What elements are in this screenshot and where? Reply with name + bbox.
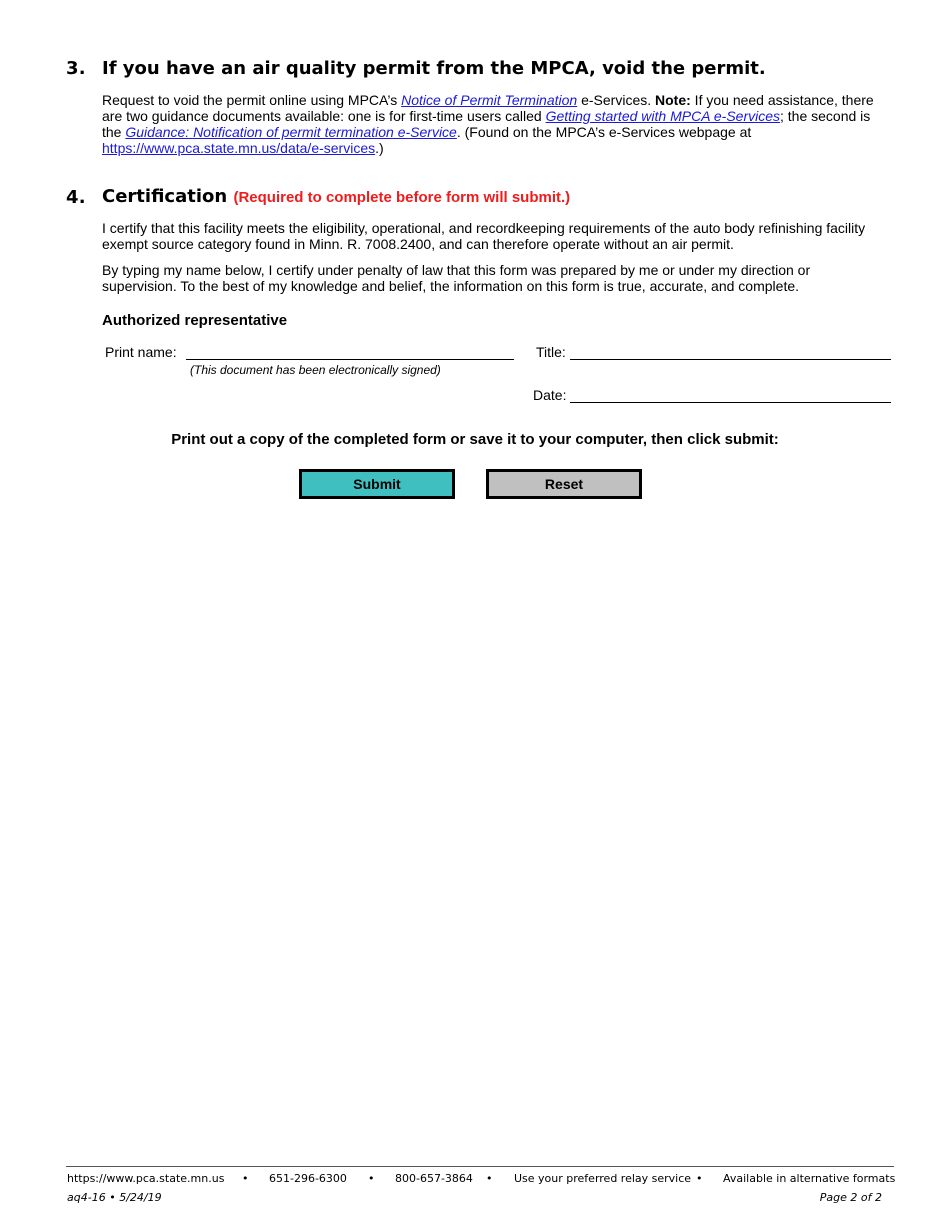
print-name-field[interactable] [186,343,514,360]
footer-doc-id [67,1191,162,1204]
section-4-heading [102,186,570,207]
footer-separator: • [486,1172,493,1185]
section-4-title: Certification [102,186,228,207]
footer-website: https://www.pca.state.mn.us [67,1172,225,1185]
footer-separator: • [696,1172,703,1185]
footer-separator: • [109,1191,116,1204]
date-label: Date: [533,387,567,403]
doc-id: aq4-16 [67,1191,106,1204]
footer-alt-formats: Available in alternative formats [723,1172,896,1185]
certification-paragraph-2: By typing my name below, I certify under penalty of law that this form was prepared by me or under my direction or supervision. To the best of my knowledge and belief, the information on this form is true, accurate, and complete. [102,262,811,294]
footer-separator: • [242,1172,249,1185]
footer-page-number: Page 2 of 2 [819,1191,882,1204]
footer-relay: Use your preferred relay service [514,1172,692,1185]
notice-of-permit-termination-link[interactable]: Notice of Permit Termination [401,92,578,108]
footer-phone-1: 651-296-6300 [269,1172,347,1185]
e-services-url-link[interactable]: https://www.pca.state.mn.us/data/e-services [102,140,376,156]
text-span: .) [375,140,384,156]
guidance-link[interactable]: Guidance: Notification of permit termination e-Service [125,124,457,140]
text-span: Request to void the permit online using MPCA’s [102,92,402,108]
section-3-paragraph [102,92,882,156]
text-span: ; the second is the [102,108,871,140]
electronic-signature-note: (This document has been electronically signed) [190,363,441,377]
footer-phone-2: 800-657-3864 [395,1172,473,1185]
section-4-number: 4. [66,187,86,208]
submit-instructions: Print out a copy of the completed form or save it to your computer, then click submit: [171,431,779,448]
authorized-representative-heading: Authorized representative [102,312,288,329]
section-3-number: 3. [66,58,86,79]
text-span: . (Found on the MPCA’s e-Services webpage at [456,124,752,140]
note-label: Note: [655,92,691,108]
submit-button[interactable]: Submit [299,469,455,499]
required-note: (Required to complete before form will submit.) [233,189,571,206]
title-label: Title: [536,344,566,360]
footer-divider [66,1166,894,1167]
text-span: If you need assistance, there are two guidance documents available: one is for first-time users called [102,92,874,124]
doc-date: 5/24/19 [119,1191,162,1204]
certification-paragraph-1: I certify that this facility meets the eligibility, operational, and recordkeeping requirements of the auto body refinishing facility exempt source category found in Minn. R. 7008.2400, and can therefore operate without an air permit. [102,220,866,252]
print-name-label: Print name: [105,344,177,360]
title-field[interactable] [570,343,891,360]
text-span: e-Services. [577,92,656,108]
section-3-title: If you have an air quality permit from the MPCA, void the permit. [102,58,766,79]
footer-separator: • [368,1172,375,1185]
getting-started-link[interactable]: Getting started with MPCA e-Services [545,108,781,124]
date-field[interactable] [570,386,891,403]
reset-button[interactable]: Reset [486,469,642,499]
